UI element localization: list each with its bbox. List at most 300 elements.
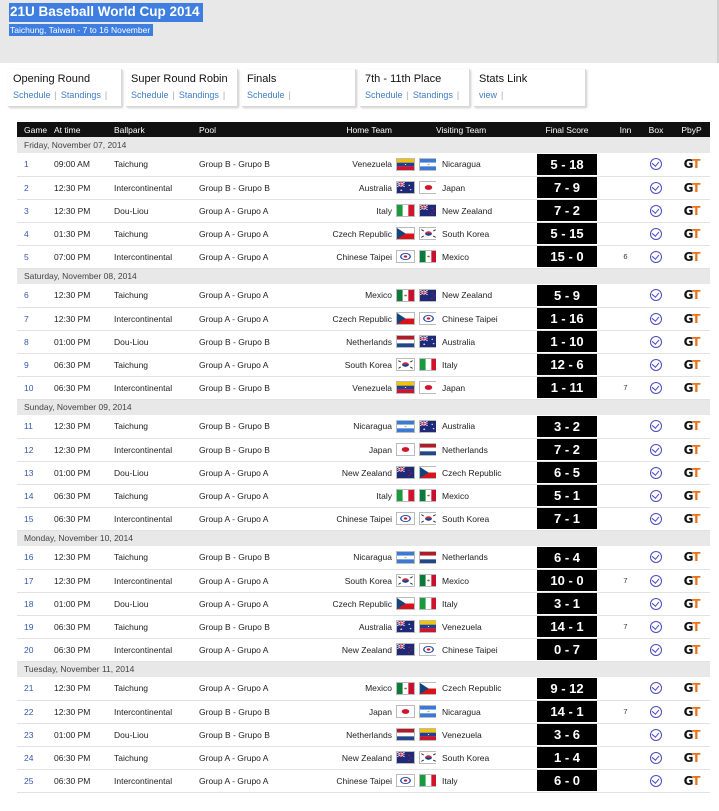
box-score-icon[interactable] xyxy=(650,205,662,217)
final-score-cell xyxy=(522,461,612,484)
box-score-icon[interactable] xyxy=(650,729,662,741)
innings: 7 xyxy=(623,383,628,392)
home-team: South Korea xyxy=(344,575,392,586)
home-team: Nicaragua xyxy=(353,421,392,432)
pbyp-gt-icon[interactable] xyxy=(684,288,700,302)
pbyp-t-letter: T xyxy=(692,442,700,457)
game-pool: Group A - Grupo A xyxy=(199,644,269,655)
home-flag-icon xyxy=(396,443,415,456)
final-score: 1 - 10 xyxy=(537,331,597,352)
home-flag-cell xyxy=(396,677,416,700)
home-flag-icon xyxy=(396,335,415,348)
pbyp-cell xyxy=(673,746,710,769)
box-score-cell xyxy=(639,615,673,638)
pbyp-t-letter: T xyxy=(692,419,700,434)
pbyp-t-letter: T xyxy=(692,357,700,372)
box-score-cell xyxy=(639,330,673,353)
pbyp-g-letter: G xyxy=(683,203,693,218)
final-score: 7 - 2 xyxy=(537,439,597,460)
visiting-team: Australia xyxy=(442,421,476,432)
game-number: 17 xyxy=(24,575,34,586)
visit-flag-cell xyxy=(416,569,436,592)
pbyp-gt-icon[interactable] xyxy=(684,643,700,657)
table-row xyxy=(17,415,710,438)
box-score-icon[interactable] xyxy=(650,598,662,610)
pbyp-gt-icon[interactable] xyxy=(684,312,700,326)
visiting-flag-icon xyxy=(419,682,436,695)
box-score-icon[interactable] xyxy=(650,228,662,240)
game-pool: Group A - Grupo A xyxy=(199,752,269,763)
home-team: Mexico xyxy=(365,290,392,301)
home-flag-icon xyxy=(396,466,415,479)
final-score-cell xyxy=(522,153,612,176)
nav-link-schedule[interactable]: Schedule xyxy=(13,90,51,100)
game-pool: Group A - Grupo A xyxy=(199,683,269,694)
home-flag-cell xyxy=(396,615,416,638)
home-team: Netherlands xyxy=(346,729,392,740)
pbyp-cell xyxy=(673,245,710,268)
box-score-icon[interactable] xyxy=(650,513,662,525)
game-number: 9 xyxy=(24,359,29,370)
game-number: 2 xyxy=(24,182,29,193)
pbyp-t-letter: T xyxy=(692,511,700,526)
game-time: 12:30 PM xyxy=(54,421,91,432)
nav-title: Opening Round xyxy=(13,73,91,85)
box-score-cell xyxy=(639,677,673,700)
page-title: 21U Baseball World Cup 2014 xyxy=(9,3,203,22)
innings xyxy=(612,199,639,222)
game-pool: Group A - Grupo A xyxy=(199,290,269,301)
box-score-icon[interactable] xyxy=(650,182,662,194)
home-flag-icon xyxy=(396,204,415,217)
innings xyxy=(612,507,639,530)
nav-title: Super Round Robin xyxy=(131,73,228,85)
final-score-cell xyxy=(522,546,612,569)
visit-flag-cell xyxy=(416,769,436,792)
innings xyxy=(612,638,639,661)
pbyp-cell xyxy=(673,153,710,176)
final-score-cell xyxy=(522,677,612,700)
box-score-icon[interactable] xyxy=(650,251,662,263)
game-ballpark: Intercontinental xyxy=(114,706,173,717)
final-score-cell xyxy=(522,438,612,461)
box-score-icon[interactable] xyxy=(650,682,662,694)
game-pool: Group B - Grupo B xyxy=(199,552,270,563)
game-number: 13 xyxy=(24,467,34,478)
game-pool: Group A - Grupo A xyxy=(199,775,269,786)
game-time: 06:30 PM xyxy=(54,359,91,370)
home-team: Italy xyxy=(376,205,392,216)
home-flag-icon xyxy=(396,227,415,240)
game-time: 07:00 PM xyxy=(54,251,91,262)
nav-link-standings[interactable]: Standings xyxy=(178,90,219,100)
box-score-icon[interactable] xyxy=(650,706,662,718)
game-pool: Group A - Grupo A xyxy=(199,205,269,216)
box-score-icon[interactable] xyxy=(650,444,662,456)
col-inn: Inn xyxy=(619,124,632,135)
visiting-team: Venezuela xyxy=(442,729,482,740)
game-ballpark: Dou-Liou xyxy=(114,336,149,347)
table-row xyxy=(17,484,710,507)
nav-link-schedule[interactable]: Schedule xyxy=(131,90,169,100)
box-score-cell xyxy=(639,284,673,307)
pbyp-gt-icon[interactable] xyxy=(684,204,700,218)
box-score-cell xyxy=(639,638,673,661)
game-pool: Group A - Grupo A xyxy=(199,228,269,239)
pbyp-t-letter: T xyxy=(692,704,700,719)
home-flag-cell xyxy=(396,176,416,199)
final-score-cell xyxy=(522,769,612,792)
visiting-team: Venezuela xyxy=(442,621,482,632)
game-time: 01:00 PM xyxy=(54,467,91,478)
pbyp-gt-icon[interactable] xyxy=(684,250,700,264)
nav-link-standings[interactable]: Standings xyxy=(412,90,453,100)
table-row xyxy=(17,461,710,484)
home-flag-cell xyxy=(396,569,416,592)
visiting-team: Japan xyxy=(442,182,466,193)
innings xyxy=(612,546,639,569)
game-pool: Group A - Grupo A xyxy=(199,313,269,324)
game-number: 25 xyxy=(24,775,34,786)
home-flag-cell xyxy=(396,700,416,723)
game-ballpark: Intercontinental xyxy=(114,382,173,393)
pbyp-cell xyxy=(673,222,710,245)
game-pool: Group B - Grupo B xyxy=(199,621,270,632)
home-flag-icon xyxy=(396,574,415,587)
visiting-team: South Korea xyxy=(442,513,490,524)
day-date: Monday, November 10, 2014 xyxy=(24,533,133,544)
table-row xyxy=(17,222,710,245)
box-score-icon[interactable] xyxy=(650,420,662,432)
visiting-team: Italy xyxy=(442,359,458,370)
box-score-cell xyxy=(639,438,673,461)
final-score: 6 - 4 xyxy=(537,547,597,568)
game-pool: Group B - Grupo B xyxy=(199,421,270,432)
visiting-flag-icon xyxy=(419,466,436,479)
game-ballpark: Intercontinental xyxy=(114,182,173,193)
table-row xyxy=(17,376,710,399)
pbyp-t-letter: T xyxy=(692,488,700,503)
visiting-flag-icon xyxy=(419,643,436,656)
nav-title: Stats Link xyxy=(479,73,528,85)
game-number: 5 xyxy=(24,251,29,262)
pbyp-g-letter: G xyxy=(683,288,693,303)
pbyp-gt-icon[interactable] xyxy=(684,419,700,433)
home-team: New Zealand xyxy=(341,752,392,763)
pbyp-t-letter: T xyxy=(692,157,700,172)
home-team: Czech Republic xyxy=(332,313,392,324)
game-ballpark: Intercontinental xyxy=(114,575,173,586)
game-pool: Group B - Grupo B xyxy=(199,336,270,347)
final-score-cell xyxy=(522,746,612,769)
day-date: Tuesday, November 11, 2014 xyxy=(24,664,135,675)
table-row xyxy=(17,592,710,615)
pbyp-g-letter: G xyxy=(683,311,693,326)
pbyp-cell xyxy=(673,353,710,376)
home-flag-icon xyxy=(396,682,415,695)
visiting-flag-icon xyxy=(419,620,436,633)
home-flag-cell xyxy=(396,746,416,769)
visiting-team: Chinese Taipei xyxy=(442,313,498,324)
col-ballpark: Ballpark xyxy=(114,124,145,135)
home-team: Australia xyxy=(358,621,392,632)
pbyp-t-letter: T xyxy=(692,249,700,264)
pbyp-cell xyxy=(673,569,710,592)
game-number: 14 xyxy=(24,490,34,501)
box-score-icon[interactable] xyxy=(650,775,662,787)
pbyp-g-letter: G xyxy=(683,550,693,565)
pbyp-gt-icon[interactable] xyxy=(684,574,700,588)
table-row xyxy=(17,746,710,769)
pbyp-gt-icon[interactable] xyxy=(684,705,700,719)
table-row xyxy=(17,153,710,176)
home-flag-cell xyxy=(396,153,416,176)
table-row xyxy=(17,507,710,530)
home-flag-cell xyxy=(396,199,416,222)
final-score: 3 - 1 xyxy=(537,593,597,614)
visiting-team: Australia xyxy=(442,336,476,347)
nav-box-1 xyxy=(126,69,238,107)
box-score-icon[interactable] xyxy=(650,752,662,764)
innings xyxy=(612,330,639,353)
innings xyxy=(612,284,639,307)
pbyp-t-letter: T xyxy=(692,311,700,326)
pbyp-cell xyxy=(673,284,710,307)
pbyp-g-letter: G xyxy=(683,596,693,611)
final-score-cell xyxy=(522,638,612,661)
home-team: Venezuela xyxy=(352,159,392,170)
game-pool: Group A - Grupo A xyxy=(199,513,269,524)
visiting-flag-icon xyxy=(419,574,436,587)
pbyp-t-letter: T xyxy=(692,642,700,657)
visit-flag-cell xyxy=(416,199,436,222)
pbyp-gt-icon[interactable] xyxy=(684,335,700,349)
visit-flag-cell xyxy=(416,638,436,661)
box-score-icon[interactable] xyxy=(650,490,662,502)
pbyp-t-letter: T xyxy=(692,619,700,634)
game-ballpark: Taichung xyxy=(114,490,149,501)
day-header-row xyxy=(17,530,710,546)
box-score-icon[interactable] xyxy=(650,313,662,325)
table-row xyxy=(17,723,710,746)
game-ballpark: Taichung xyxy=(114,159,149,170)
pbyp-gt-icon[interactable] xyxy=(684,381,700,395)
home-team: Netherlands xyxy=(346,336,392,347)
pbyp-t-letter: T xyxy=(692,596,700,611)
table-header-row xyxy=(17,122,710,137)
home-flag-icon xyxy=(396,705,415,718)
game-number: 4 xyxy=(24,228,29,239)
final-score: 1 - 11 xyxy=(537,377,597,398)
game-time: 01:00 PM xyxy=(54,729,91,740)
home-team: Italy xyxy=(376,490,392,501)
box-score-cell xyxy=(639,245,673,268)
col-score: Final Score xyxy=(545,124,589,135)
pbyp-g-letter: G xyxy=(683,249,693,264)
pbyp-gt-icon[interactable] xyxy=(684,181,700,195)
box-score-icon[interactable] xyxy=(650,644,662,656)
pbyp-g-letter: G xyxy=(683,750,693,765)
visiting-flag-icon xyxy=(419,551,436,564)
game-ballpark: Taichung xyxy=(114,752,149,763)
visiting-team: New Zealand xyxy=(442,205,493,216)
final-score-cell xyxy=(522,484,612,507)
game-number: 21 xyxy=(24,683,34,694)
visiting-team: Czech Republic xyxy=(442,467,502,478)
visiting-team: Mexico xyxy=(442,575,469,586)
final-score: 12 - 6 xyxy=(537,354,597,375)
game-ballpark: Taichung xyxy=(114,421,149,432)
final-score: 3 - 2 xyxy=(537,416,597,437)
final-score: 14 - 1 xyxy=(537,616,597,637)
game-pool: Group B - Grupo B xyxy=(199,444,270,455)
box-score-cell xyxy=(639,592,673,615)
innings xyxy=(612,677,639,700)
final-score-cell xyxy=(522,615,612,638)
pbyp-gt-icon[interactable] xyxy=(684,728,700,742)
game-pool: Group B - Grupo B xyxy=(199,382,270,393)
nav-separator: | xyxy=(406,90,409,100)
box-score-cell xyxy=(639,153,673,176)
innings xyxy=(612,307,639,330)
innings: 6 xyxy=(623,252,628,261)
game-time: 01:00 PM xyxy=(54,336,91,347)
game-number: 12 xyxy=(24,444,34,455)
nav-separator: | xyxy=(104,90,108,100)
box-score-icon[interactable] xyxy=(650,382,662,394)
col-home: Home Team xyxy=(346,124,392,135)
box-score-icon[interactable] xyxy=(650,336,662,348)
final-score: 14 - 1 xyxy=(537,701,597,722)
innings xyxy=(612,746,639,769)
box-score-icon[interactable] xyxy=(650,158,662,170)
table-row xyxy=(17,199,710,222)
pbyp-gt-icon[interactable] xyxy=(684,597,700,611)
home-flag-cell xyxy=(396,376,416,399)
nav-separator: | xyxy=(222,90,226,100)
pbyp-t-letter: T xyxy=(692,573,700,588)
game-ballpark: Taichung xyxy=(114,621,149,632)
visit-flag-cell xyxy=(416,700,436,723)
game-time: 12:30 PM xyxy=(54,552,91,563)
pbyp-gt-icon[interactable] xyxy=(684,620,700,634)
visiting-flag-icon xyxy=(419,489,436,502)
final-score-cell xyxy=(522,330,612,353)
final-score-cell xyxy=(522,723,612,746)
pbyp-cell xyxy=(673,546,710,569)
final-score-cell xyxy=(522,569,612,592)
pbyp-gt-icon[interactable] xyxy=(684,443,700,457)
box-score-cell xyxy=(639,769,673,792)
home-team: Australia xyxy=(358,182,392,193)
final-score: 5 - 1 xyxy=(537,485,597,506)
game-time: 12:30 PM xyxy=(54,575,91,586)
nav-link-standings[interactable]: Standings xyxy=(60,90,101,100)
day-date: Friday, November 07, 2014 xyxy=(24,140,127,150)
final-score: 1 - 4 xyxy=(537,747,597,768)
pbyp-gt-icon[interactable] xyxy=(684,227,700,241)
pbyp-gt-icon[interactable] xyxy=(684,774,700,788)
innings xyxy=(612,484,639,507)
visiting-team: Mexico xyxy=(442,251,469,262)
day-header-row xyxy=(17,399,710,415)
box-score-icon[interactable] xyxy=(650,621,662,633)
pbyp-gt-icon[interactable] xyxy=(684,489,700,503)
box-score-icon[interactable] xyxy=(650,575,662,587)
box-score-icon[interactable] xyxy=(650,467,662,479)
innings xyxy=(612,176,639,199)
pbyp-cell xyxy=(673,677,710,700)
col-pool: Pool xyxy=(199,124,217,135)
pbyp-g-letter: G xyxy=(683,334,693,349)
pbyp-gt-icon[interactable] xyxy=(684,358,700,372)
final-score-cell xyxy=(522,222,612,245)
nav-link-view[interactable]: view xyxy=(479,90,498,100)
box-score-cell xyxy=(639,569,673,592)
game-number: 20 xyxy=(24,644,34,655)
pbyp-t-letter: T xyxy=(692,550,700,565)
pbyp-gt-icon[interactable] xyxy=(684,751,700,765)
home-flag-icon xyxy=(396,181,415,194)
pbyp-gt-icon[interactable] xyxy=(684,681,700,695)
final-score: 7 - 2 xyxy=(537,200,597,221)
visiting-team: Netherlands xyxy=(442,552,488,563)
nav-link-schedule[interactable]: Schedule xyxy=(247,90,285,100)
final-score-cell xyxy=(522,592,612,615)
home-team: South Korea xyxy=(344,359,392,370)
box-score-icon[interactable] xyxy=(650,359,662,371)
pbyp-gt-icon[interactable] xyxy=(684,550,700,564)
box-score-cell xyxy=(639,415,673,438)
table-row xyxy=(17,245,710,268)
visit-flag-cell xyxy=(416,615,436,638)
pbyp-cell xyxy=(673,176,710,199)
final-score: 9 - 12 xyxy=(537,678,597,699)
visit-flag-cell xyxy=(416,222,436,245)
pbyp-gt-icon[interactable] xyxy=(684,512,700,526)
visit-flag-cell xyxy=(416,592,436,615)
visiting-flag-icon xyxy=(419,312,436,325)
innings: 7 xyxy=(623,576,628,585)
pbyp-gt-icon[interactable] xyxy=(684,157,700,171)
pbyp-g-letter: G xyxy=(683,357,693,372)
table-row xyxy=(17,353,710,376)
game-time: 12:30 PM xyxy=(54,290,91,301)
visiting-flag-icon xyxy=(419,250,436,263)
nav-separator: | xyxy=(54,90,57,100)
box-score-icon[interactable] xyxy=(650,551,662,563)
pbyp-g-letter: G xyxy=(683,380,693,395)
pbyp-cell xyxy=(673,615,710,638)
pbyp-cell xyxy=(673,723,710,746)
visit-flag-cell xyxy=(416,330,436,353)
page-subtitle: Taichung, Taiwan - 7 to 16 November xyxy=(9,24,153,36)
innings xyxy=(612,461,639,484)
game-number: 24 xyxy=(24,752,34,763)
nav-box-4 xyxy=(474,69,586,107)
nav-link-schedule[interactable]: Schedule xyxy=(365,90,403,100)
final-score: 7 - 1 xyxy=(537,508,597,529)
col-visit-flag xyxy=(416,122,436,137)
box-score-icon[interactable] xyxy=(650,289,662,301)
day-date: Sunday, November 09, 2014 xyxy=(24,402,132,413)
home-flag-cell xyxy=(396,353,416,376)
pbyp-cell xyxy=(673,199,710,222)
visit-flag-cell xyxy=(416,461,436,484)
pbyp-gt-icon[interactable] xyxy=(684,466,700,480)
game-ballpark: Intercontinental xyxy=(114,513,173,524)
innings xyxy=(612,592,639,615)
